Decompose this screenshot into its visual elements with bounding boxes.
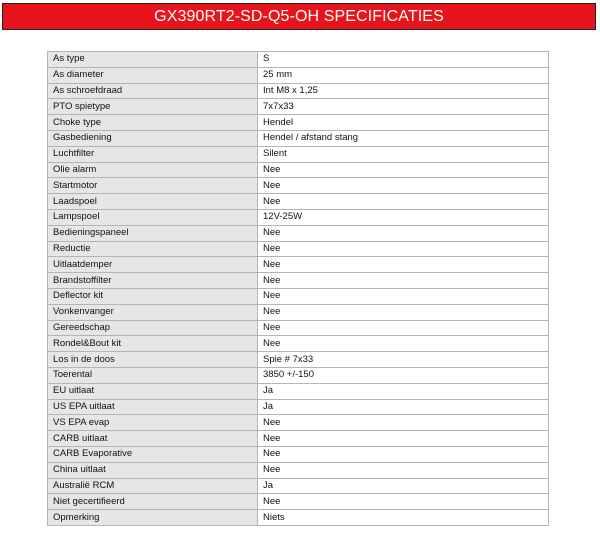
- specifications-table: [47, 51, 549, 526]
- table-row: [48, 194, 549, 210]
- spec-label: Luchtfilter: [48, 146, 258, 162]
- spec-label: Choke type: [48, 115, 258, 131]
- table-row: [48, 83, 549, 99]
- spec-value: Nee: [258, 241, 549, 257]
- spec-value: Nee: [258, 162, 549, 178]
- table-row: [48, 273, 549, 289]
- spec-value: Niets: [258, 510, 549, 526]
- spec-label: Toerental: [48, 367, 258, 383]
- table-row: [48, 209, 549, 225]
- spec-value: Nee: [258, 320, 549, 336]
- spec-value: Spie # 7x33: [258, 352, 549, 368]
- title-banner: [2, 3, 596, 30]
- spec-label: Brandstoffilter: [48, 273, 258, 289]
- spec-label: VS EPA evap: [48, 415, 258, 431]
- table-row: [48, 99, 549, 115]
- spec-label: Niet gecertifieerd: [48, 494, 258, 510]
- spec-value: Nee: [258, 431, 549, 447]
- table-row: [48, 367, 549, 383]
- table-row: [48, 130, 549, 146]
- spec-value: Hendel / afstand stang: [258, 130, 549, 146]
- spec-value: Nee: [258, 288, 549, 304]
- spec-value: Int M8 x 1,25: [258, 83, 549, 99]
- table-row: [48, 462, 549, 478]
- spec-value: 12V-25W: [258, 209, 549, 225]
- spec-value: 25 mm: [258, 67, 549, 83]
- spec-label: Startmotor: [48, 178, 258, 194]
- table-row: [48, 67, 549, 83]
- spec-label: China uitlaat: [48, 462, 258, 478]
- spec-label: Opmerking: [48, 510, 258, 526]
- spec-label: US EPA uitlaat: [48, 399, 258, 415]
- spec-value: Nee: [258, 257, 549, 273]
- spec-value: Nee: [258, 225, 549, 241]
- spec-value: Nee: [258, 178, 549, 194]
- spec-label: Bedieningspaneel: [48, 225, 258, 241]
- table-row: [48, 478, 549, 494]
- spec-label: As schroefdraad: [48, 83, 258, 99]
- spec-label: As diameter: [48, 67, 258, 83]
- spec-value: Nee: [258, 194, 549, 210]
- spec-value: Ja: [258, 478, 549, 494]
- spec-value: Ja: [258, 399, 549, 415]
- spec-label: Vonkenvanger: [48, 304, 258, 320]
- table-row: [48, 352, 549, 368]
- spec-value: Nee: [258, 462, 549, 478]
- spec-label: Deflector kit: [48, 288, 258, 304]
- spec-value: Nee: [258, 415, 549, 431]
- table-row: [48, 431, 549, 447]
- spec-label: PTO spietype: [48, 99, 258, 115]
- page-title: GX390RT2-SD-Q5-OH SPECIFICATIES: [154, 7, 444, 25]
- spec-value: Nee: [258, 494, 549, 510]
- spec-value: S: [258, 52, 549, 68]
- table-row: [48, 115, 549, 131]
- spec-label: As type: [48, 52, 258, 68]
- table-row: [48, 336, 549, 352]
- spec-value: Nee: [258, 336, 549, 352]
- table-row: [48, 225, 549, 241]
- spec-label: CARB Evaporative: [48, 446, 258, 462]
- spec-value: 7x7x33: [258, 99, 549, 115]
- specifications-table-body: [48, 52, 549, 526]
- table-row: [48, 446, 549, 462]
- table-row: [48, 257, 549, 273]
- spec-value: Nee: [258, 304, 549, 320]
- spec-label: Gereedschap: [48, 320, 258, 336]
- table-row: [48, 320, 549, 336]
- table-row: [48, 510, 549, 526]
- table-row: [48, 178, 549, 194]
- table-row: [48, 162, 549, 178]
- spec-label: Australië RCM: [48, 478, 258, 494]
- spec-label: Lampspoel: [48, 209, 258, 225]
- spec-label: Los in de doos: [48, 352, 258, 368]
- spec-value: Nee: [258, 446, 549, 462]
- spec-label: Gasbediening: [48, 130, 258, 146]
- spec-label: Rondel&Bout kit: [48, 336, 258, 352]
- spec-label: Laadspoel: [48, 194, 258, 210]
- spec-value: Hendel: [258, 115, 549, 131]
- table-row: [48, 383, 549, 399]
- table-row: [48, 146, 549, 162]
- spec-value: Nee: [258, 273, 549, 289]
- table-row: [48, 494, 549, 510]
- spec-value: Ja: [258, 383, 549, 399]
- table-row: [48, 288, 549, 304]
- spec-value: Silent: [258, 146, 549, 162]
- spec-label: EU uitlaat: [48, 383, 258, 399]
- table-row: [48, 52, 549, 68]
- spec-label: CARB uitlaat: [48, 431, 258, 447]
- spec-value: 3850 +/-150: [258, 367, 549, 383]
- table-row: [48, 241, 549, 257]
- table-row: [48, 399, 549, 415]
- table-row: [48, 415, 549, 431]
- spec-label: Uitlaatdemper: [48, 257, 258, 273]
- spec-label: Olie alarm: [48, 162, 258, 178]
- spec-label: Reductie: [48, 241, 258, 257]
- table-row: [48, 304, 549, 320]
